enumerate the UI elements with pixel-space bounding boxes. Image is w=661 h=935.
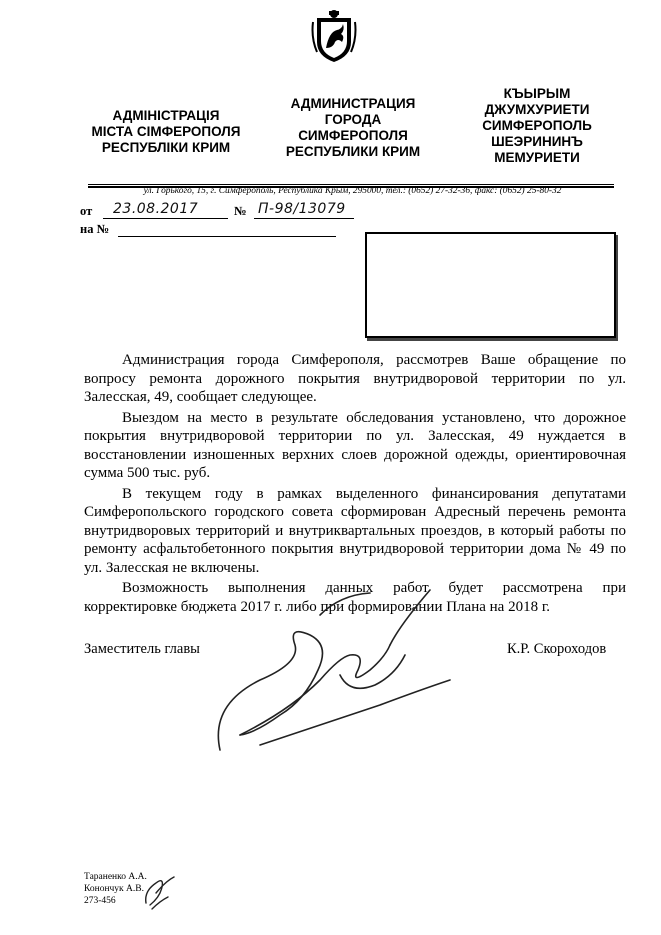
header-crh-line: ДЖУМХУРИЕТИ <box>484 102 590 117</box>
address-line: ул. Горького, 15, г. Симферополь, Республика Крым, 295000, тел.: (0652) 27-32-36, факс: (0652) 25-80-32 <box>143 186 562 196</box>
redacted-addressee-box <box>365 232 616 338</box>
reference-label: на № <box>80 222 110 236</box>
number-label: № <box>234 204 247 218</box>
header-crh-line: КЪЫРЫМ <box>503 86 571 101</box>
body-paragraph: Возможность выполнения данных работ будет рассмотрена при корректировке бюджета 2017 г. либо при формировании Плана на 2018 г. <box>84 580 626 615</box>
header-ua-line: МІСТА СІМФЕРОПОЛЯ <box>91 124 241 139</box>
header-crh-line: СИМФЕРОПОЛЬ <box>482 118 592 133</box>
signatory-name: К.Р. Скороходов <box>507 641 607 657</box>
executor-line: Конончук А.В. <box>84 884 144 894</box>
executor-line: 273-456 <box>84 896 116 906</box>
body-paragraph: В текущем году в рамках выделенного финансирования депутатами Симферопольского городского совета сформирован Адресный перечень ремонта внутридворовых территорий и внутриквартальных проездов, в который работы по ремонту асфальтобетонного покрытия внутридворовой территории дома № 49 по ул. Залесская не включены. <box>84 485 626 576</box>
header-ru-line: ГОРОДА <box>324 112 382 127</box>
date-underline <box>103 218 228 219</box>
handwritten-signature <box>200 585 460 770</box>
number-underline <box>254 218 354 219</box>
header-russian <box>268 96 438 160</box>
header-crh-line: ШЕЭРИНИНЪ <box>491 134 583 149</box>
body-paragraph: Выездом на место в результате обследования установлено, что дорожное покрытия внутридворовой территории по ул. Залесская, 49 нуждается в восстановлении изношенных верхних слоев дорожной одежды, ориентировочная сумма 500 тыс. руб. <box>84 409 626 481</box>
header-ru-line: РЕСПУБЛИКИ КРИМ <box>285 144 421 159</box>
letter-body <box>84 351 626 618</box>
handwritten-initials <box>142 873 178 913</box>
signatory-position: Заместитель главы <box>84 641 200 657</box>
executor-line: Тараненко А.А. <box>84 872 147 882</box>
date-label: от <box>80 204 93 218</box>
header-ua-line: АДМІНІСТРАЦІЯ <box>112 108 220 123</box>
header-ukrainian <box>76 108 256 156</box>
header-ua-line: РЕСПУБЛІКИ КРИМ <box>101 140 231 155</box>
header-ru-line: АДМИНИСТРАЦИЯ <box>290 96 416 111</box>
number-value: П-98/13079 <box>258 201 346 217</box>
executor-info <box>84 871 147 907</box>
header-crimean-tatar <box>462 86 612 166</box>
body-paragraph: Администрация города Симферополя, рассмотрев Ваше обращение по вопросу ремонта дорожного покрытия внутридворовой территории по ул. Залесская, 49, сообщает следующее. <box>84 352 626 405</box>
reference-underline <box>118 236 336 237</box>
header-divider <box>88 184 614 185</box>
date-value: 23.08.2017 <box>113 201 199 217</box>
crimea-coat-of-arms-icon <box>311 8 357 64</box>
header-crh-line: МЕМУРИЕТИ <box>494 150 580 165</box>
header-ru-line: СИМФЕРОПОЛЯ <box>298 128 408 143</box>
